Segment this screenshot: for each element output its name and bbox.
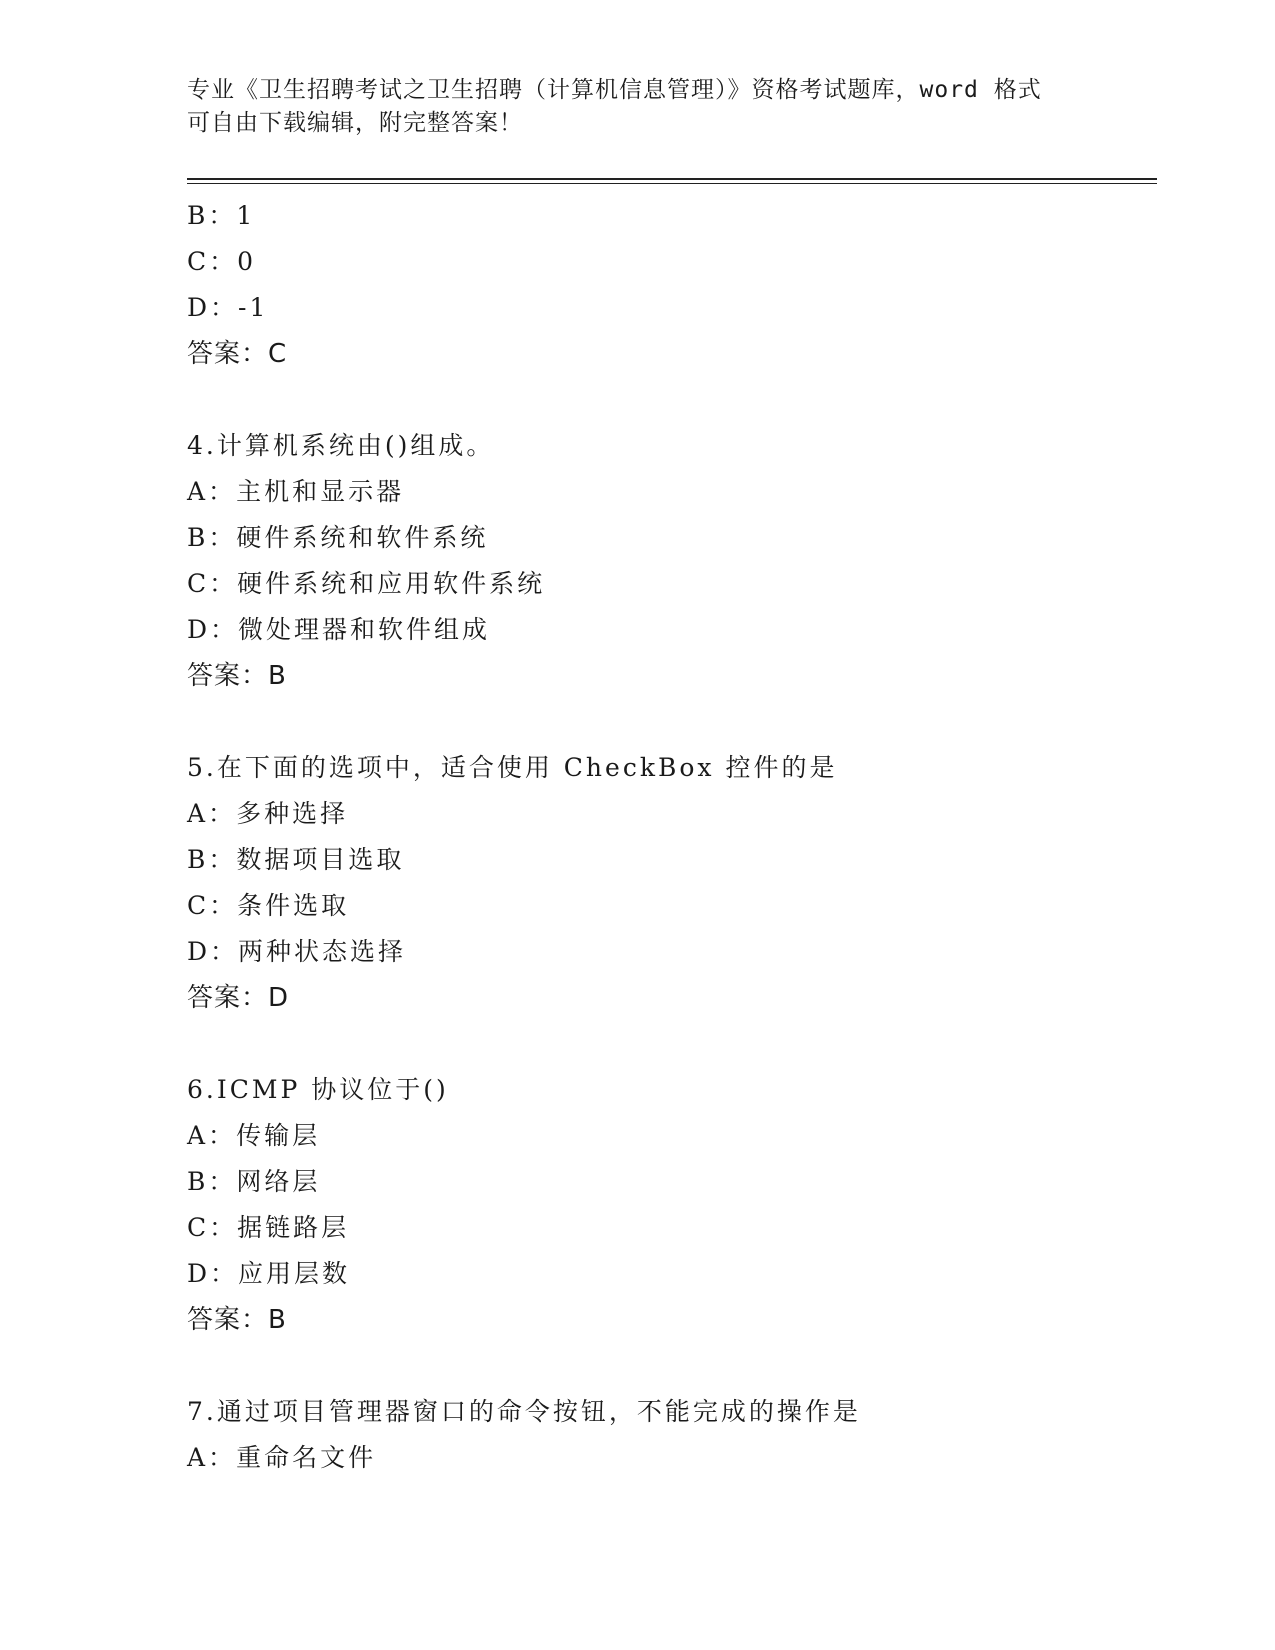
spacer [187,1021,1157,1067]
option-a: A：多种选择 [187,799,349,828]
question-7-block [187,1389,1157,1481]
header-line-2: 可自由下载编辑，附完整答案！ [187,110,523,136]
question-text: 6.ICMP 协议位于() [187,1075,449,1104]
answer-line: 答案：D [187,983,290,1013]
answer-line: 答案：B [187,1305,287,1335]
option-d: D：应用层数 [187,1259,351,1288]
spacer [187,377,1157,423]
question-list [187,193,1157,1481]
answer-line: 答案：C [187,339,288,369]
option-c: C：0 [187,247,257,276]
option-b: B：1 [187,201,256,230]
question-text: 7.通过项目管理器窗口的命令按钮，不能完成的操作是 [187,1397,861,1426]
question-3-block [187,193,1157,377]
header-line-1: 专业《卫生招聘考试之卫生招聘（计算机信息管理）》资格考试题库，word 格式 [187,77,1042,103]
option-d: D：两种状态选择 [187,937,407,966]
option-c: C：据链路层 [187,1213,350,1242]
option-a: A：主机和显示器 [187,477,405,506]
question-6-block [187,1067,1157,1343]
document-header [187,74,1067,140]
spacer [187,1343,1157,1389]
spacer [187,699,1157,745]
option-b: B：网络层 [187,1167,321,1196]
header-divider-thin [187,183,1157,184]
question-text: 5.在下面的选项中，适合使用 CheckBox 控件的是 [187,753,838,782]
option-b: B：数据项目选取 [187,845,405,874]
option-a: A：重命名文件 [187,1443,377,1472]
header-divider-thick [187,178,1157,180]
option-d: D：-1 [187,293,269,322]
option-a: A：传输层 [187,1121,321,1150]
option-c: C：硬件系统和应用软件系统 [187,569,546,598]
option-c: C：条件选取 [187,891,350,920]
option-d: D：微处理器和软件组成 [187,615,491,644]
question-5-block [187,745,1157,1021]
question-text: 4.计算机系统由()组成。 [187,431,495,460]
question-4-block [187,423,1157,699]
answer-line: 答案：B [187,661,287,691]
option-b: B：硬件系统和软件系统 [187,523,489,552]
